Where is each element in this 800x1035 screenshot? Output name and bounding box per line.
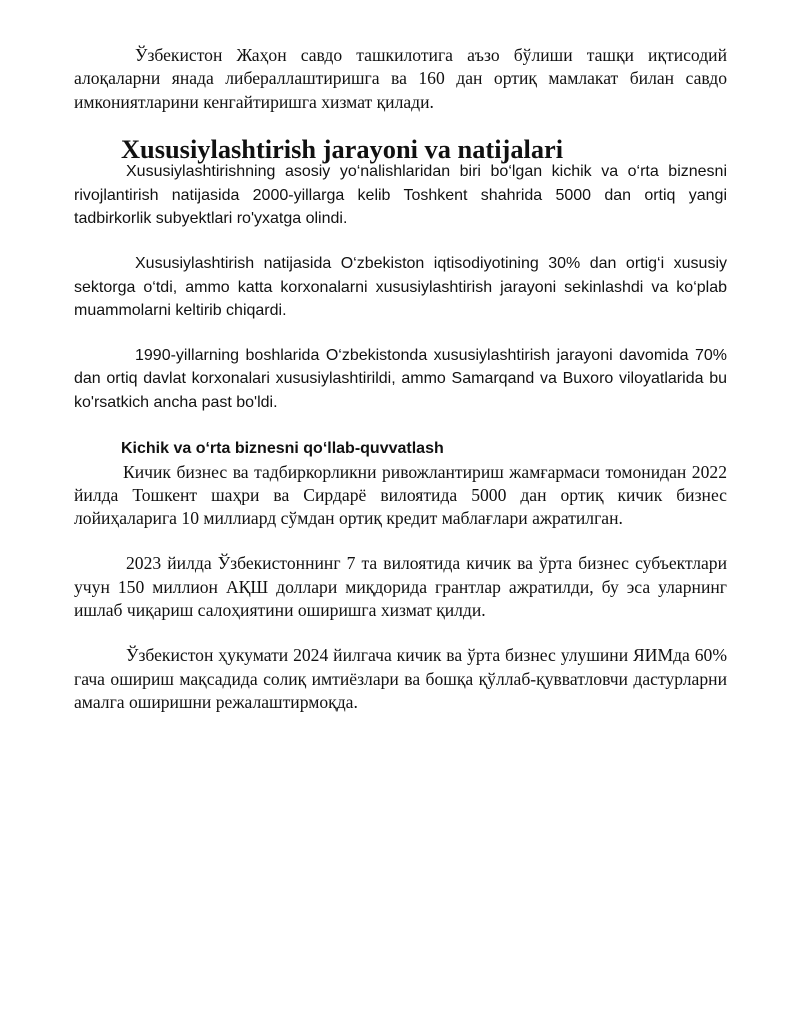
spacer: [74, 230, 727, 252]
privatization-paragraph-2: Xususiylashtirish natijasida O‘zbekiston iqtisodiyotining 30% dan ortig‘i xususiy sektorga o‘tdi, ammo katta korxonalarni xususiylashtirish jarayoni sekinlashdi va ko‘plab muammolarni keltirib chiqardi.: [74, 255, 727, 319]
section-heading-privatization: Xususiylashtirish jarayoni va natijalari: [121, 133, 564, 164]
document-body: [74, 44, 727, 714]
sme-paragraph-2: 2023 йилда Ўзбекистоннинг 7 та вилоятида кичик ва ўрта бизнес субъектлари учун 150 миллион АҚШ доллари миқдорида грантлар ажратилди, бу эса уларнинг ишлаб чиқариш салоҳиятини оширишга хизмат қилди.: [74, 553, 727, 621]
privatization-paragraph-1: Xususiylashtirishning asosiy yo‘nalishlaridan biri bo‘lgan kichik va o‘rta biznesni rivojlantirish natijasida 2000-yillarga kelib Toshkent shahrida 5000 dan ortiq yangi tadbirkorlik subyektlari ro'yxatga olindi.: [74, 163, 727, 227]
spacer: [74, 414, 727, 438]
sme-paragraph-3: Ўзбекистон ҳукумати 2024 йилгача кичик ва ўрта бизнес улушини ЯИМда 60% гача ошириш мақсадида солиқ имтиёзлари ва бошқа қўллаб-қувватловчи дастурларни амалга оширишни режалаштирмоқда.: [74, 645, 727, 712]
sme-paragraph-1: Кичик бизнес ва тадбиркорликни ривожлантириш жамғармаси томонидан 2022 йилда Тошкент шаҳри ва Сирдарё вилоятида 5000 дан ортиқ кичик бизнес лойиҳаларига 10 миллиард сўмдан ортиқ кредит маблағлари ажратилган.: [74, 461, 727, 529]
section-heading-sme-support: Kichik va o‘rta biznesni qo‘llab-quvvatlash: [121, 440, 444, 458]
intro-paragraph: Ўзбекистон Жаҳон савдо ташкилотига аъзо бўлиши ташқи иқтисодий алоқаларни янада либераллаштиришга ва 160 дан ортиқ мамлакат билан савдо имкониятларини кенгайтиришга хизмат қилади.: [74, 45, 727, 112]
spacer: [74, 530, 727, 552]
spacer: [74, 622, 727, 644]
privatization-paragraph-3: 1990-yillarning boshlarida O‘zbekistonda xususiylashtirish jarayoni davomida 70% dan ortiq davlat korxonalari xususiylashtirildi, ammo Samarqand va Buxoro viloyatlarida bu ko'rsatkich ancha past bo'ldi.: [74, 347, 727, 411]
spacer: [74, 322, 727, 344]
